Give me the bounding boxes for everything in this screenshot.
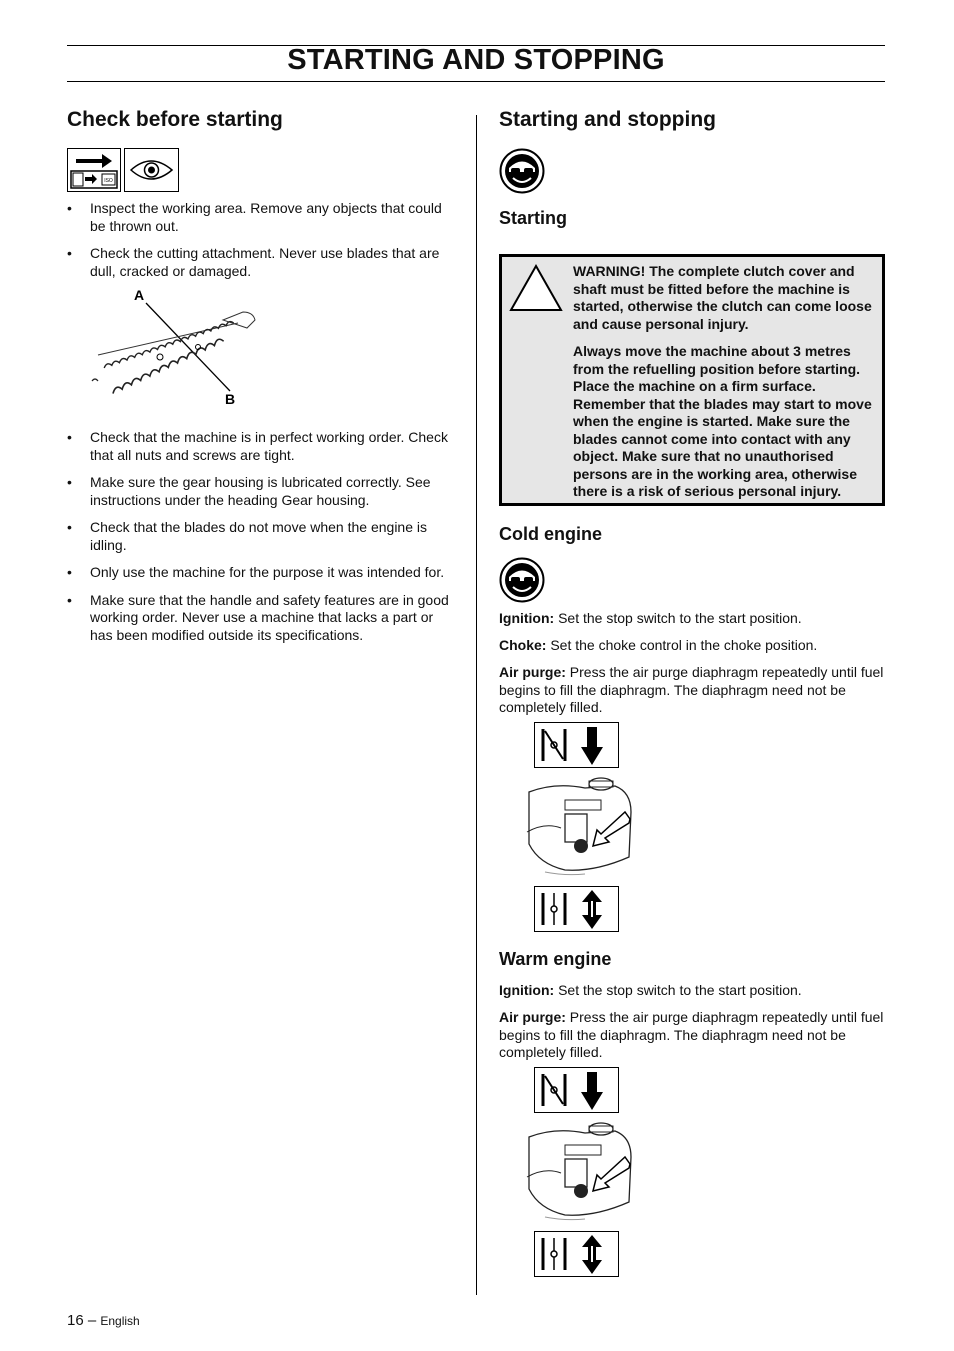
column-divider (476, 115, 477, 1295)
warning-text-2: Always move the machine about 3 metres from the refuelling position before starting. Place the machine on a firm surface. Remember that the blades may start to move when the engine is started. Make sure the blades cannot come into contact with any object. Make sure that no unauthorised persons are in the working area, otherwise there is a risk of serious personal injury. (573, 343, 872, 499)
face-protection-icon (499, 557, 545, 603)
list-item: • Make sure that the handle and safety features are in good working order. Never use a machine that lacks a part or has been modified outside its specifications. (67, 592, 459, 645)
eye-protection-icon (124, 148, 179, 192)
warning-triangle-icon (508, 263, 564, 313)
checklist-top (67, 200, 459, 290)
list-item: • Make sure the gear housing is lubricated correctly. See instructions under the heading Gear housing. (67, 474, 459, 509)
choke-control-illustration (525, 772, 635, 880)
list-item: • Inspect the working area. Remove any objects that could be thrown out. (67, 200, 459, 235)
warning-box (499, 254, 885, 506)
header-rule-bottom (67, 81, 885, 82)
warm-air-purge-text: Air purge: Press the air purge diaphragm repeatedly until fuel begins to fill the diaphragm. The diaphragm need not be completely filled. (499, 1009, 884, 1060)
list-item: • Check that the machine is in perfect working order. Check that all nuts and screws are tight. (67, 429, 459, 464)
check-before-starting-heading: Check before starting (67, 108, 283, 131)
starting-heading: Starting (499, 208, 568, 228)
starting-stopping-heading: Starting and stopping (499, 108, 716, 131)
air-purge-illustration (525, 1117, 635, 1225)
warm-engine-heading: Warm engine (499, 949, 612, 969)
warning-text-1: WARNING! The complete clutch cover and shaft must be fitted before the machine is started, otherwise the clutch can come loose and cause personal injury. (573, 263, 872, 332)
page-footer (67, 1312, 140, 1329)
list-item: • Check that the blades do not move when the engine is idling. (67, 519, 459, 554)
face-protection-icon (499, 148, 545, 194)
cold-engine-heading: Cold engine (499, 524, 602, 544)
svg-text:ISO: ISO (104, 178, 113, 184)
label-b: B (225, 391, 236, 407)
stop-switch-down-icon (534, 722, 619, 768)
list-item: • Check the cutting attachment. Never use blades that are dull, cracked or damaged. (67, 245, 459, 280)
stop-switch-down-icon (534, 1067, 619, 1113)
cold-air-purge-text: Air purge: Press the air purge diaphragm repeatedly until fuel begins to fill the diaphragm. The diaphragm need not be completely filled. (499, 664, 884, 715)
page-number: 16 – (67, 1312, 97, 1329)
read-manual-icon (67, 148, 121, 192)
warm-ignition-text: Ignition: Set the stop switch to the start position. (499, 982, 802, 998)
cold-choke-text: Choke: Set the choke control in the choke position. (499, 637, 818, 653)
footer-language: English (100, 1314, 140, 1328)
blade-illustration (88, 285, 268, 410)
label-a: A (134, 287, 145, 303)
page-title: STARTING AND STOPPING (287, 44, 665, 76)
cold-ignition-text: Ignition: Set the stop switch to the start position. (499, 610, 802, 626)
stop-switch-updown-icon (534, 1231, 619, 1277)
list-item: • Only use the machine for the purpose it was intended for. (67, 564, 459, 582)
checklist-bottom (67, 429, 459, 654)
stop-switch-updown-icon (534, 886, 619, 932)
